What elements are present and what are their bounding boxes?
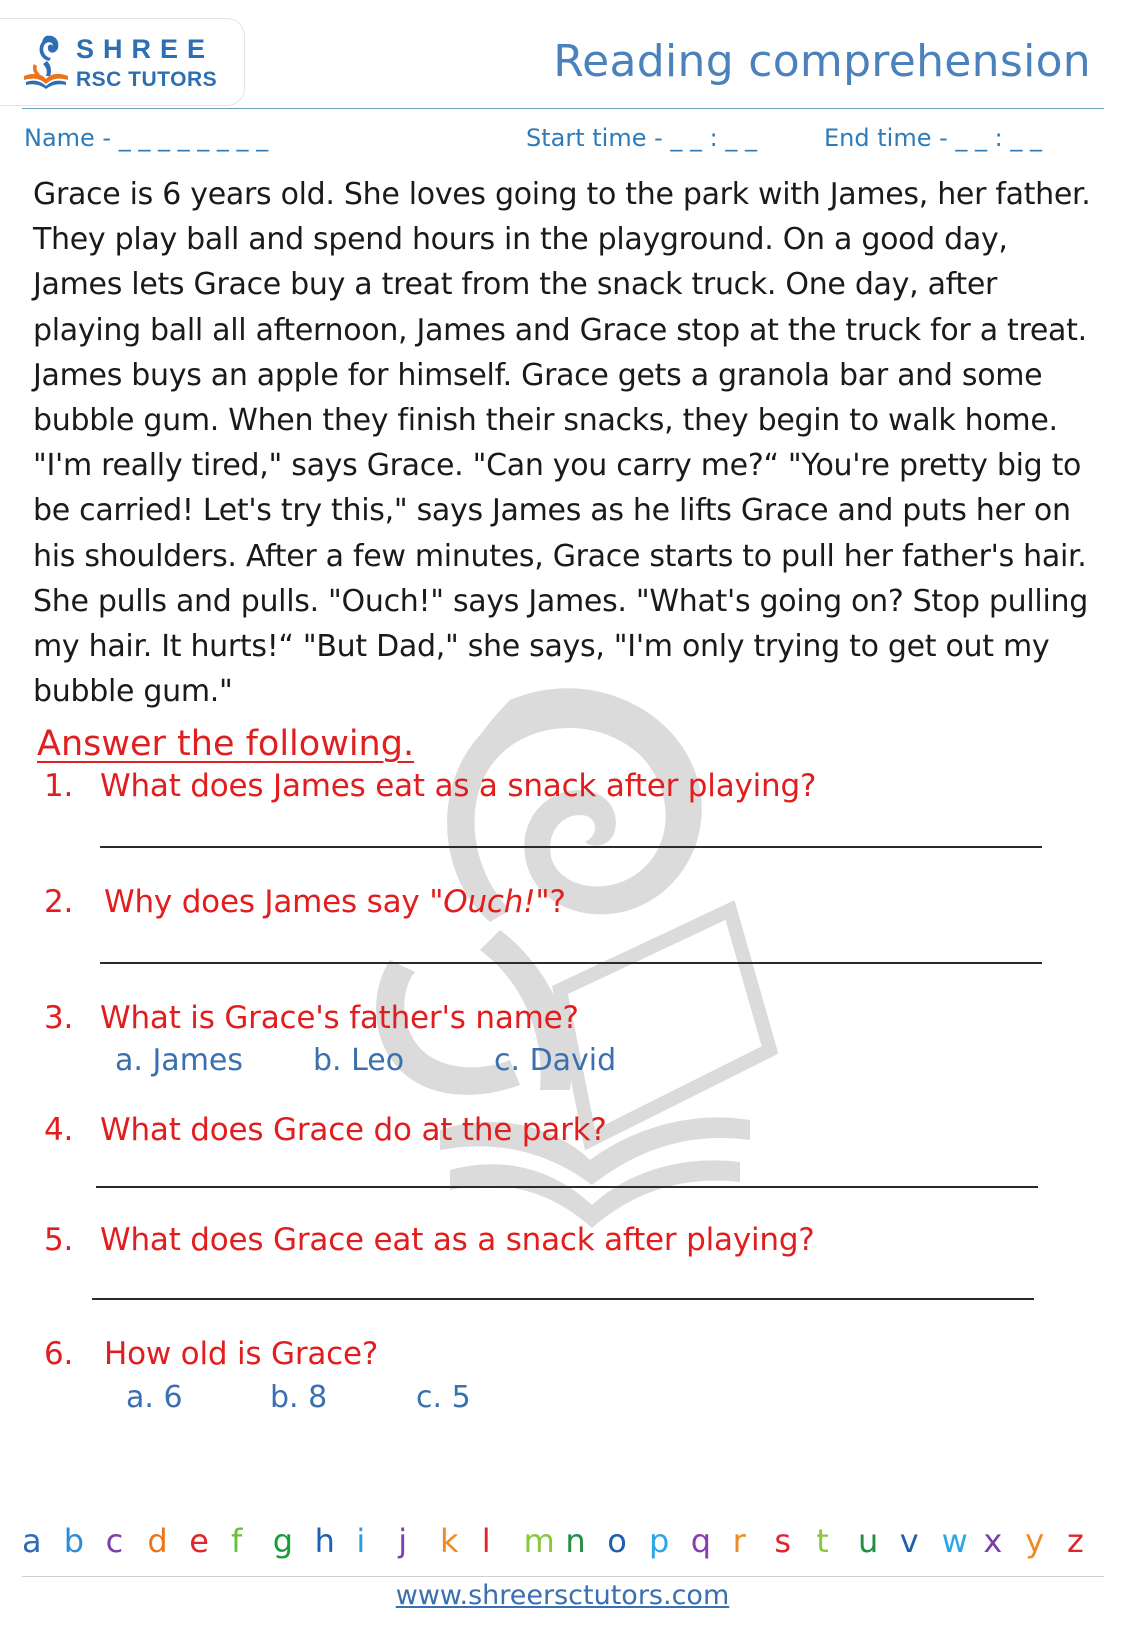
option-b[interactable]: b. 8 [270, 1380, 328, 1415]
option-c[interactable]: c. 5 [416, 1380, 471, 1415]
logo-icon [20, 32, 70, 90]
question-number: 4. [44, 1112, 74, 1148]
alphabet-letter-l: l [481, 1522, 491, 1560]
option-a[interactable]: a. James [115, 1043, 243, 1078]
question-text: What is Grace's father's name? [100, 1000, 579, 1036]
logo-brand-bottom: RSC TUTORS [76, 68, 218, 91]
alphabet-letter-f: f [231, 1522, 243, 1560]
logo-brand-top: SHREE [76, 34, 215, 64]
alphabet-letter-e: e [189, 1522, 209, 1560]
alphabet-letter-m: m [523, 1522, 555, 1560]
alphabet-letter-y: y [1025, 1522, 1045, 1560]
alphabet-letter-a: a [22, 1522, 42, 1560]
name-field[interactable]: Name - _ _ _ _ _ _ _ _ [24, 124, 269, 152]
alphabet-letter-z: z [1067, 1522, 1084, 1560]
reading-passage: Grace is 6 years old. She loves going to the park with James, her father. They play ball and spend hours in the playground. On a good day, James lets Grace buy a treat from the snack truck. One day, after playing ball all afternoon, James and Grace stop at the truck for a treat. James buys an apple for himself. Grace gets a granola bar and some bubble gum. When they finish their snacks, they begin to walk home. "I'm really tired," says Grace. "Can you carry me?“ "You're pretty big to be carried! Let's try this," says James as he lifts Grace and puts her on his shoulders. After a few minutes, Grace starts to pull her father's hair. She pulls and pulls. "Ouch!" says James. "What's going on? Stop pulling my hair. It hurts!“ "But Dad," she says, "I'm only trying to get out my bubble gum." [33, 177, 1091, 710]
question-text: How old is Grace? [104, 1336, 379, 1372]
alphabet-letter-b: b [63, 1522, 85, 1560]
question-number: 6. [44, 1336, 74, 1372]
question-number: 1. [44, 768, 74, 804]
question-number: 3. [44, 1000, 74, 1036]
question-text: Why does James say "Ouch!"? [104, 884, 566, 920]
answer-line[interactable] [92, 1298, 1034, 1300]
alphabet-letter-u: u [858, 1522, 879, 1560]
start-time-field[interactable]: Start time - _ _ : _ _ [526, 124, 757, 152]
question-text: What does Grace eat as a snack after playing? [100, 1222, 815, 1258]
alphabet-letter-n: n [565, 1522, 586, 1560]
alphabet-letter-d: d [147, 1522, 168, 1560]
alphabet-letter-g: g [272, 1522, 294, 1560]
answer-line[interactable] [100, 962, 1042, 964]
alphabet-letter-x: x [983, 1522, 1003, 1560]
alphabet-letter-c: c [105, 1522, 124, 1560]
alphabet-letter-p: p [649, 1522, 670, 1560]
answer-heading: Answer the following. [37, 724, 415, 764]
option-c[interactable]: c. David [494, 1043, 617, 1078]
alphabet-letter-i: i [356, 1522, 366, 1560]
alphabet-letter-v: v [899, 1522, 919, 1560]
question-text: What does James eat as a snack after playing? [100, 768, 817, 804]
question-emphasis: "Ouch!" [429, 884, 550, 920]
page-title: Reading comprehension [553, 36, 1091, 87]
answer-line[interactable] [96, 1186, 1038, 1188]
alphabet-strip [22, 1522, 1112, 1566]
alphabet-letter-h: h [314, 1522, 335, 1560]
end-time-field[interactable]: End time - _ _ : _ _ [824, 124, 1042, 152]
alphabet-letter-w: w [941, 1522, 968, 1560]
option-b[interactable]: b. Leo [313, 1043, 405, 1078]
alphabet-letter-j: j [398, 1522, 408, 1560]
question-text: What does Grace do at the park? [100, 1112, 607, 1148]
question-number: 5. [44, 1222, 74, 1258]
alphabet-letter-k: k [440, 1522, 459, 1560]
alphabet-letter-t: t [816, 1522, 829, 1560]
footer-divider [22, 1576, 1104, 1577]
website-link[interactable]: www.shreersctutors.com [395, 1580, 730, 1611]
alphabet-letter-o: o [607, 1522, 627, 1560]
option-a[interactable]: a. 6 [126, 1380, 183, 1415]
alphabet-letter-r: r [732, 1522, 746, 1560]
answer-line[interactable] [100, 846, 1042, 848]
question-number: 2. [44, 884, 74, 920]
alphabet-letter-s: s [774, 1522, 792, 1560]
alphabet-letter-q: q [690, 1522, 712, 1560]
header-divider [22, 108, 1104, 109]
